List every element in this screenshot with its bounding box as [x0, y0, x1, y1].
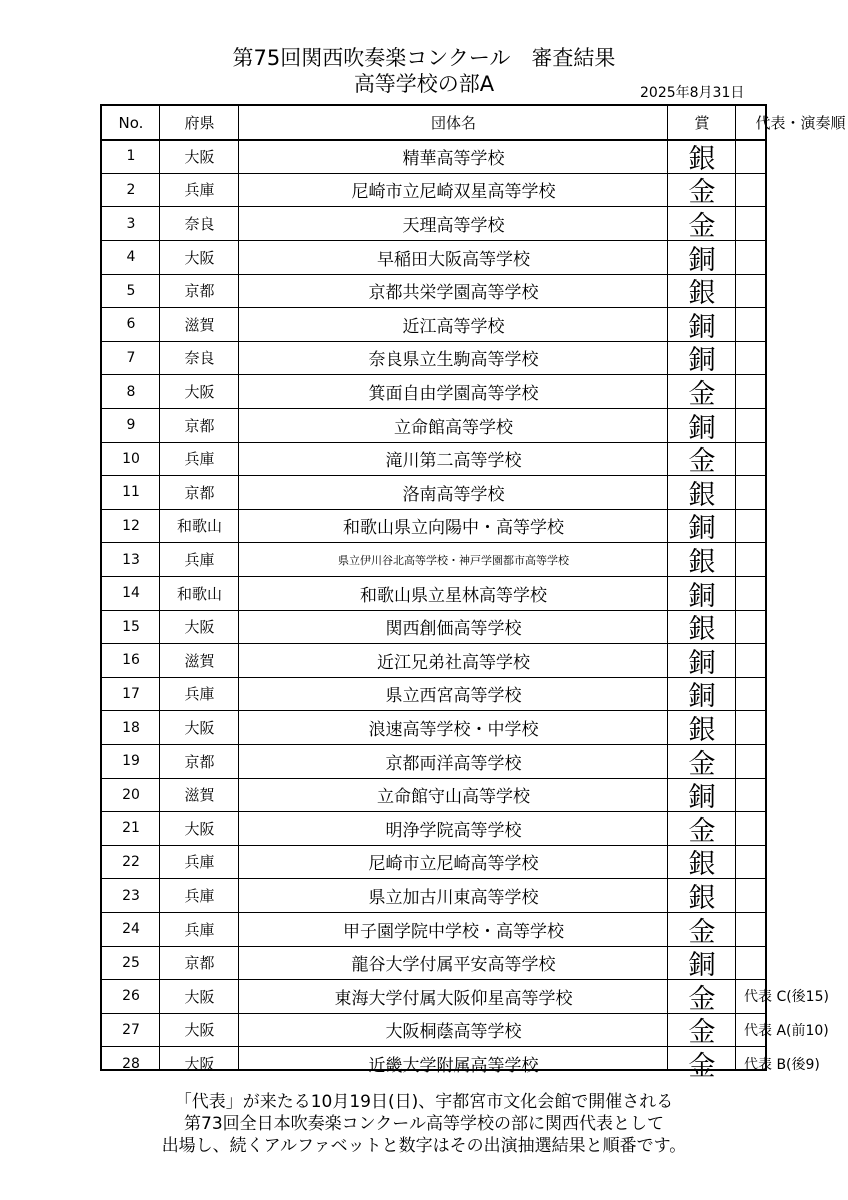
- row-divider: [102, 576, 765, 577]
- row-prefecture: 滋賀: [184, 651, 215, 670]
- row-divider: [102, 878, 765, 879]
- row-group-name: 龍谷大学付属平安高等学校: [351, 955, 556, 976]
- row-group-name: 東海大学付属大阪仰星高等学校: [334, 988, 573, 1009]
- row-no: 11: [122, 484, 140, 501]
- row-no: 7: [126, 349, 136, 366]
- row-award: 金: [688, 379, 716, 409]
- header-group-name: 団体名: [430, 114, 476, 133]
- table-row: [102, 341, 765, 375]
- row-divider: [102, 173, 765, 174]
- row-group-name: 尼崎市立尼崎高等学校: [368, 854, 539, 875]
- row-group-name: 奈良県立生駒高等学校: [368, 350, 539, 371]
- row-prefecture: 大阪: [184, 383, 215, 402]
- table-header-row: [102, 106, 846, 140]
- row-divider: [102, 1013, 765, 1014]
- row-representative: [736, 341, 848, 375]
- row-prefecture: 兵庫: [184, 887, 215, 906]
- row-divider: [102, 206, 765, 207]
- row-prefecture: 兵庫: [184, 853, 215, 872]
- table-row: [102, 812, 765, 846]
- row-group-name: 京都両洋高等学校: [385, 753, 522, 774]
- row-group-name: 尼崎市立尼崎双星高等学校: [351, 182, 556, 203]
- row-award: 銅: [688, 412, 716, 442]
- column-divider: [667, 106, 668, 1069]
- row-no: 5: [126, 282, 136, 299]
- row-no: 16: [122, 652, 140, 669]
- row-representative: [736, 812, 848, 846]
- row-award: 金: [688, 446, 716, 476]
- row-no: 9: [126, 417, 136, 434]
- row-award: 銅: [688, 647, 716, 678]
- row-prefecture: 大阪: [184, 819, 215, 838]
- table-row: [102, 240, 765, 274]
- row-award: 銅: [688, 681, 716, 711]
- row-award: 金: [688, 1051, 716, 1081]
- row-prefecture: 大阪: [184, 147, 215, 166]
- row-award: 銅: [688, 244, 716, 274]
- row-divider: [102, 710, 765, 711]
- table-row: [102, 308, 765, 342]
- header-representative: 代表・演奏順: [755, 114, 846, 133]
- row-no: 13: [122, 551, 140, 568]
- row-group-name: 和歌山県立向陽中・高等学校: [343, 518, 564, 539]
- table-row: [102, 509, 765, 543]
- row-award: 銀: [688, 614, 716, 644]
- row-award: 銀: [688, 143, 716, 174]
- row-group-name: 明浄学院高等学校: [385, 820, 522, 841]
- row-prefecture: 大阪: [184, 987, 215, 1006]
- row-divider: [102, 643, 765, 644]
- column-divider: [238, 106, 239, 1069]
- row-no: 25: [122, 954, 140, 971]
- row-prefecture: 兵庫: [184, 181, 215, 200]
- row-representative: [736, 140, 848, 174]
- row-prefecture: 滋賀: [184, 786, 215, 805]
- table-row: [102, 543, 765, 577]
- row-prefecture: 大阪: [184, 1021, 215, 1040]
- row-no: 24: [122, 921, 140, 938]
- row-prefecture: 京都: [184, 416, 215, 435]
- row-divider: [102, 610, 765, 611]
- row-divider: [102, 811, 765, 812]
- row-group-name: 和歌山県立星林高等学校: [360, 585, 547, 606]
- row-no: 22: [122, 853, 140, 870]
- row-representative: [736, 207, 848, 241]
- row-award: 金: [688, 983, 716, 1014]
- row-representative: 代表 B(後9): [744, 1056, 820, 1073]
- row-prefecture: 京都: [184, 752, 215, 771]
- row-group-name: 県立伊川谷北高等学校・神戸学園都市高等学校: [338, 553, 569, 567]
- row-award: 金: [688, 1017, 716, 1047]
- row-group-name: 立命館高等学校: [394, 417, 513, 438]
- row-representative: [736, 576, 848, 610]
- row-award: 金: [688, 916, 716, 946]
- row-no: 4: [126, 249, 136, 266]
- row-no: 12: [122, 517, 140, 534]
- row-prefecture: 大阪: [184, 1055, 215, 1074]
- table-row: [102, 207, 765, 241]
- row-award: 銅: [688, 782, 716, 812]
- row-representative: [736, 711, 848, 745]
- row-no: 20: [122, 786, 140, 803]
- column-divider: [159, 106, 160, 1069]
- row-divider: [102, 845, 765, 846]
- row-group-name: 滝川第二高等学校: [385, 451, 522, 472]
- row-prefecture: 滋賀: [184, 315, 215, 334]
- row-no: 2: [126, 181, 136, 198]
- row-representative: [736, 778, 848, 812]
- row-representative: [736, 879, 848, 913]
- row-divider: [102, 139, 765, 141]
- row-representative: [736, 610, 848, 644]
- row-representative: [736, 308, 848, 342]
- row-no: 26: [122, 988, 140, 1005]
- row-group-name: 箕面自由学園高等学校: [368, 384, 539, 405]
- row-representative: [736, 509, 848, 543]
- table-row: [102, 845, 765, 879]
- row-no: 17: [122, 685, 140, 702]
- row-representative: [736, 845, 848, 879]
- row-no: 28: [122, 1055, 140, 1072]
- row-group-name: 大阪桐蔭高等学校: [385, 1022, 522, 1043]
- row-no: 23: [122, 887, 140, 904]
- row-representative: [736, 677, 848, 711]
- row-divider: [102, 408, 765, 409]
- row-representative: [736, 442, 848, 476]
- row-award: 金: [688, 211, 716, 241]
- row-award: 銅: [688, 345, 716, 375]
- row-no: 18: [122, 719, 140, 736]
- row-prefecture: 京都: [184, 483, 215, 502]
- row-award: 銅: [688, 311, 716, 342]
- row-divider: [102, 374, 765, 375]
- row-no: 1: [126, 148, 136, 165]
- table-row: [102, 778, 765, 812]
- row-prefecture: 和歌山: [176, 517, 222, 536]
- row-representative: [736, 375, 848, 409]
- row-group-name: 甲子園学院中学校・高等学校: [343, 921, 564, 942]
- table-row: [102, 576, 765, 610]
- row-group-name: 近江兄弟社高等学校: [377, 652, 530, 673]
- row-no: 10: [122, 450, 140, 467]
- row-divider: [102, 912, 765, 913]
- result-date: 2025年8月31日: [640, 85, 745, 101]
- row-prefecture: 和歌山: [176, 584, 222, 603]
- row-no: 3: [126, 215, 136, 232]
- row-no: 21: [122, 820, 140, 837]
- row-award: 銀: [688, 715, 716, 745]
- row-prefecture: 京都: [184, 282, 215, 301]
- header-prefecture: 府県: [184, 114, 215, 133]
- row-divider: [102, 442, 765, 443]
- results-table: [100, 104, 846, 1081]
- row-award: 銀: [688, 479, 716, 510]
- table-row: [102, 946, 765, 980]
- row-prefecture: 奈良: [184, 349, 215, 368]
- row-divider: [102, 307, 765, 308]
- table-row: [102, 1047, 820, 1081]
- row-prefecture: 兵庫: [184, 450, 215, 469]
- row-group-name: 県立加古川東高等学校: [368, 888, 539, 909]
- row-group-name: 浪速高等学校・中学校: [368, 720, 539, 741]
- column-divider: [735, 106, 736, 1069]
- footer-note-line1: 「代表」が来たる10月19日(日)、宇都宮市文化会館で開催される: [174, 1092, 674, 1112]
- row-group-name: 県立西宮高等学校: [385, 686, 522, 707]
- row-group-name: 精華高等学校: [402, 148, 505, 169]
- row-award: 銀: [688, 849, 716, 879]
- row-divider: [102, 509, 765, 510]
- footer-note-line2: 第73回全日本吹奏楽コンクール高等学校の部に関西代表として: [184, 1114, 664, 1134]
- row-divider: [102, 946, 765, 947]
- row-representative: [736, 543, 848, 577]
- row-group-name: 立命館守山高等学校: [377, 787, 530, 808]
- row-no: 27: [122, 1021, 140, 1038]
- row-representative: [736, 644, 848, 678]
- page-subtitle: 高等学校の部A: [353, 72, 495, 96]
- table-row: [102, 912, 765, 946]
- row-group-name: 京都共栄学園高等学校: [368, 283, 539, 304]
- table-row: [102, 879, 765, 913]
- row-award: 銀: [688, 883, 716, 913]
- row-divider: [102, 778, 765, 779]
- row-representative: [736, 946, 848, 980]
- row-award: 銀: [688, 547, 716, 577]
- row-prefecture: 兵庫: [184, 920, 215, 939]
- row-representative: [736, 912, 848, 946]
- row-prefecture: 兵庫: [184, 551, 215, 570]
- row-no: 19: [122, 753, 140, 770]
- row-representative: 代表 A(前10): [744, 1022, 829, 1039]
- table-row: [102, 677, 765, 711]
- row-representative: [736, 240, 848, 274]
- row-group-name: 近江高等学校: [402, 316, 505, 337]
- row-no: 8: [126, 383, 136, 400]
- row-representative: [736, 476, 848, 510]
- row-no: 6: [126, 316, 136, 333]
- row-group-name: 関西創価高等学校: [385, 619, 522, 640]
- table-row: [102, 1013, 829, 1047]
- table-row: [102, 476, 765, 510]
- row-award: 銅: [688, 950, 716, 980]
- header-no: No.: [118, 113, 144, 132]
- header-award: 賞: [694, 114, 710, 133]
- row-divider: [102, 744, 765, 745]
- row-prefecture: 奈良: [184, 215, 215, 234]
- row-award: 銅: [688, 513, 716, 543]
- table-row: [102, 140, 765, 174]
- row-award: 銀: [688, 278, 716, 308]
- row-prefecture: 大阪: [184, 248, 215, 267]
- row-representative: [736, 173, 848, 207]
- page-title: 第75回関西吹奏楽コンクール 審査結果: [232, 46, 616, 70]
- row-representative: [736, 274, 848, 308]
- row-divider: [102, 542, 765, 543]
- row-group-name: 天理高等学校: [402, 216, 505, 237]
- table-row: [102, 375, 765, 409]
- row-prefecture: 京都: [184, 954, 215, 973]
- row-group-name: 近畿大学附属高等学校: [368, 1056, 539, 1077]
- table-row: [102, 274, 765, 308]
- row-no: 14: [122, 585, 140, 602]
- table-row: [102, 980, 829, 1014]
- row-divider: [102, 1046, 765, 1047]
- row-group-name: 洛南高等学校: [402, 484, 505, 505]
- row-award: 金: [688, 177, 716, 207]
- row-divider: [102, 475, 765, 476]
- table-row: [102, 644, 765, 678]
- row-award: 金: [688, 748, 716, 778]
- table-row: [102, 711, 765, 745]
- row-prefecture: 大阪: [184, 618, 215, 637]
- row-representative: 代表 C(後15): [744, 989, 829, 1006]
- table-row: [102, 173, 765, 207]
- row-award: 銅: [688, 580, 716, 610]
- footer-note-line3: 出場し、続くアルファベットと数字はその出演抽選結果と順番です。: [161, 1136, 687, 1156]
- row-representative: [736, 744, 848, 778]
- table-row: [102, 442, 765, 476]
- row-divider: [102, 341, 765, 342]
- table-row: [102, 408, 765, 442]
- row-divider: [102, 274, 765, 275]
- row-divider: [102, 240, 765, 241]
- row-group-name: 早稲田大阪高等学校: [377, 249, 530, 270]
- table-row: [102, 744, 765, 778]
- row-divider: [102, 979, 765, 980]
- row-prefecture: 大阪: [184, 719, 215, 738]
- table-row: [102, 610, 765, 644]
- row-no: 15: [122, 618, 140, 635]
- row-divider: [102, 677, 765, 678]
- row-prefecture: 兵庫: [184, 685, 215, 704]
- row-award: 金: [688, 815, 716, 846]
- row-representative: [736, 408, 848, 442]
